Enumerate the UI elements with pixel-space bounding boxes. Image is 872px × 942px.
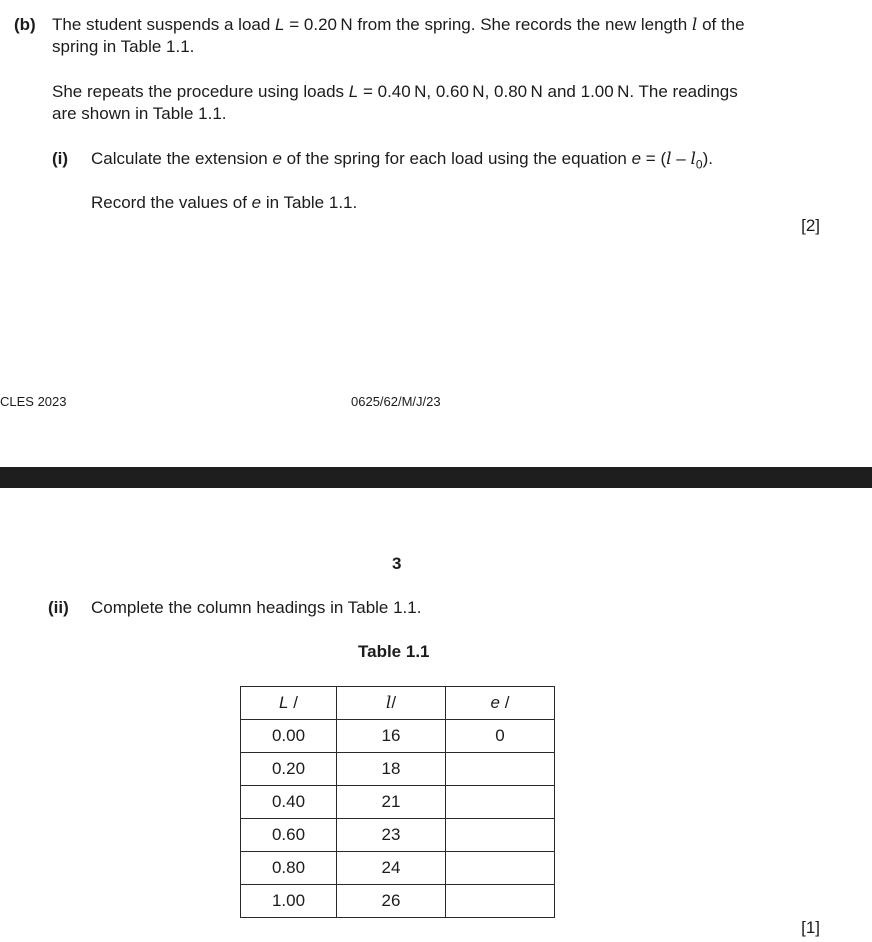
page-number: 3 bbox=[392, 554, 402, 573]
part-b-paragraph-2-line-2: are shown in Table 1.1. bbox=[52, 104, 227, 123]
part-b-paragraph-1-line-2: spring in Table 1.1. bbox=[52, 37, 195, 56]
cell-length: 16 bbox=[337, 720, 446, 753]
cell-extension bbox=[446, 885, 555, 918]
table-header-row bbox=[241, 687, 555, 720]
table-row bbox=[241, 720, 555, 753]
cell-extension bbox=[446, 786, 555, 819]
cell-load: 0.00 bbox=[241, 720, 337, 753]
page-break-band bbox=[0, 467, 872, 488]
table-row bbox=[241, 786, 555, 819]
data-table bbox=[240, 686, 555, 918]
part-b-paragraph-2-line-1: She repeats the procedure using loads L = 0.40 N, 0.60 N, 0.80 N and 1.00 N. The readings bbox=[52, 82, 738, 101]
table-title: Table 1.1 bbox=[358, 642, 430, 661]
cell-extension bbox=[446, 852, 555, 885]
cell-length: 26 bbox=[337, 885, 446, 918]
part-i-marks: [2] bbox=[801, 216, 820, 235]
part-ii-marks: [1] bbox=[801, 918, 820, 937]
part-b-paragraph-1-line-1: The student suspends a load L = 0.20 N from the spring. She records the new length l of the bbox=[52, 15, 745, 35]
part-ii-instruction: Complete the column headings in Table 1.1. bbox=[91, 598, 422, 617]
footer-copyright: CLES 2023 bbox=[0, 394, 67, 409]
cell-load: 0.80 bbox=[241, 852, 337, 885]
cell-load: 0.40 bbox=[241, 786, 337, 819]
part-b-label: (b) bbox=[14, 15, 36, 34]
part-ii-label: (ii) bbox=[48, 598, 69, 617]
cell-length: 21 bbox=[337, 786, 446, 819]
part-i-record-instruction: Record the values of e in Table 1.1. bbox=[91, 193, 358, 212]
header-extension: e / bbox=[446, 687, 555, 720]
cell-extension: 0 bbox=[446, 720, 555, 753]
cell-extension bbox=[446, 819, 555, 852]
table-row bbox=[241, 753, 555, 786]
cell-length: 24 bbox=[337, 852, 446, 885]
cell-length: 23 bbox=[337, 819, 446, 852]
cell-load: 0.60 bbox=[241, 819, 337, 852]
cell-load: 1.00 bbox=[241, 885, 337, 918]
cell-extension bbox=[446, 753, 555, 786]
part-i-instruction: Calculate the extension e of the spring for each load using the equation $e = (l - l_0)$. bbox=[91, 149, 713, 172]
header-load: L / bbox=[241, 687, 337, 720]
cell-length: 18 bbox=[337, 753, 446, 786]
table-row bbox=[241, 819, 555, 852]
footer-paper-code: 0625/62/M/J/23 bbox=[351, 394, 441, 409]
table-row bbox=[241, 852, 555, 885]
cell-load: 0.20 bbox=[241, 753, 337, 786]
part-i-label: (i) bbox=[52, 149, 69, 168]
table-row bbox=[241, 885, 555, 918]
header-length: l/ bbox=[337, 687, 446, 720]
